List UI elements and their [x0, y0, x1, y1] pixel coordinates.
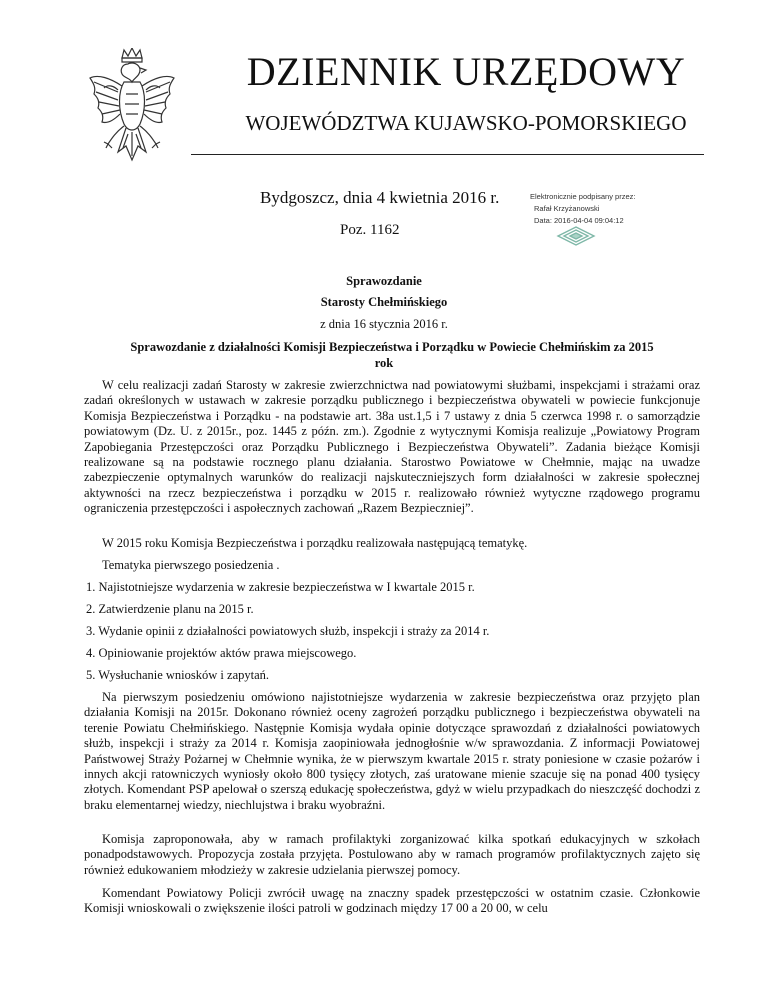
signature-label: Elektronicznie podpisany przez:: [530, 192, 636, 201]
document-date: z dnia 16 stycznia 2016 r.: [320, 317, 448, 331]
signer-name: Rafał Krzyżanowski: [534, 204, 600, 213]
date-line: Bydgoszcz, dnia 4 kwietnia 2016 r.: [260, 188, 500, 207]
paragraph-6: Komendant Powiatowy Policji zwrócił uwagę na znaczny spadek przestępczości w ostatnim czasie. Członkowie Komisji wnioskowali o zwiększenie ilości patroli w godzinach między 17 00 a 20 00, w celu: [84, 886, 700, 916]
position-number: Poz. 1162: [340, 222, 400, 238]
list-item: 5. Wysłuchanie wniosków i zapytań.: [86, 668, 270, 682]
report-title-line1: Sprawozdanie z działalności Komisji Bezpieczeństwa i Porządku w Powiecie Chełmińskim za 2015: [130, 340, 654, 354]
paragraph-1: W celu realizacji zadań Starosty w zakresie zwierzchnictwa nad powiatowymi służbami, inspekcjami i strażami oraz zadań określonych w ustawach w zakresie porządku publicznego i bezpieczeństwa obywateli w powiecie funkcjonuje Komisja Bezpieczeństwa i Porządku - na podstawie art. 38a ust.1,5 i 7 ustawy z dnia 5 czerwca 1998 r. o samorządzie powiatowym (Dz. U. z 2015r., poz. 1445 z późn. zm.). Zgodnie z wytycznymi Komisja realizuje „Powiatowy Program Zapobiegania Przestępczości oraz Porządku Publicznego i Bezpieczeństwa Obywateli”. Zadania bieżące Komisji realizowane są na podstawie rocznego planu działania. Starostwo Powiatowe w Chełmnie, mając na uwadze zabezpieczenie optymalnych warunków do realizacji najskuteczniejszych form działalności w zakresie społecznej aktywności na rzecz bezpieczeństwa i porządku w 2015 r. realizowało również wytyczne rządowego programu ograniczenia przestępczości i aspołecznych zachowań „Razem Bezpieczniej”.: [84, 378, 700, 516]
list-item: 1. Najistotniejsze wydarzenia w zakresie bezpieczeństwa w I kwartale 2015 r.: [86, 580, 475, 594]
signature-stamp-icon: [556, 225, 596, 247]
report-title-line2: rok: [374, 356, 394, 370]
document-type: Sprawozdanie: [346, 274, 422, 288]
signature-date: Data: 2016-04-04 09:04:12: [534, 216, 624, 225]
list-item: 4. Opiniowanie projektów aktów prawa miejscowego.: [86, 646, 357, 660]
eagle-emblem-icon: [88, 48, 176, 174]
journal-subtitle: WOJEWÓDZTWA KUJAWSKO-POMORSKIEGO: [245, 111, 687, 135]
journal-title: DZIENNIK URZĘDOWY: [246, 49, 686, 94]
list-item: 2. Zatwierdzenie planu na 2015 r.: [86, 602, 254, 616]
paragraph-5: Komisja zaproponowała, aby w ramach profilaktyki zorganizować kilka spotkań edukacyjnych w szkołach ponadpodstawowych. Propozycja została przyjęta. Postulowano aby w ramach programów profilaktycznych zajęto się również edukowaniem młodzieży w zakresie udzielania pierwszej pomocy.: [84, 832, 700, 877]
paragraph-4: Na pierwszym posiedzeniu omówiono najistotniejsze wydarzenia w zakresie bezpieczeństwa oraz przyjęto plan działania Komisji na 2015r. Dokonano również oceny zagrożeń porządku publicznego i bezpieczeństwa obywateli na terenie Powiatu Chełmińskiego. Następnie Komisja wydała opinie dotyczące sprawozdań z działalności powiatowych służb, inspekcji i straży za 2014 r. Komisja zaopiniowała jednogłośnie w/w sprawozdania. Z informacji Powiatowej Państwowej Straży Pożarnej w Chełmnie wynika, że w pierwszym kwartale 2015 r. straty poniesione w czasie pożarów i innych akcji ratowniczych wyniosły około 800 tysięcy złotych, zaś uratowane mienie szacuje się na ponad 400 tysięcy złotych. Komendant PSP apelował o szerszą edukację społeczeństwa, gdyż w wielu przypadkach do nieszczęść dochodzi z braku elementarnej wiedzy, niechlujstwa i braku wyobraźni.: [84, 690, 700, 812]
paragraph-3: Tematyka pierwszego posiedzenia .: [102, 558, 280, 572]
header-divider: [191, 154, 704, 155]
document-issuer: Starosty Chełmińskiego: [320, 295, 448, 309]
paragraph-2: W 2015 roku Komisja Bezpieczeństwa i porządku realizowała następującą tematykę.: [102, 536, 528, 550]
list-item: 3. Wydanie opinii z działalności powiatowych służb, inspekcji i straży za 2014 r.: [86, 624, 490, 638]
